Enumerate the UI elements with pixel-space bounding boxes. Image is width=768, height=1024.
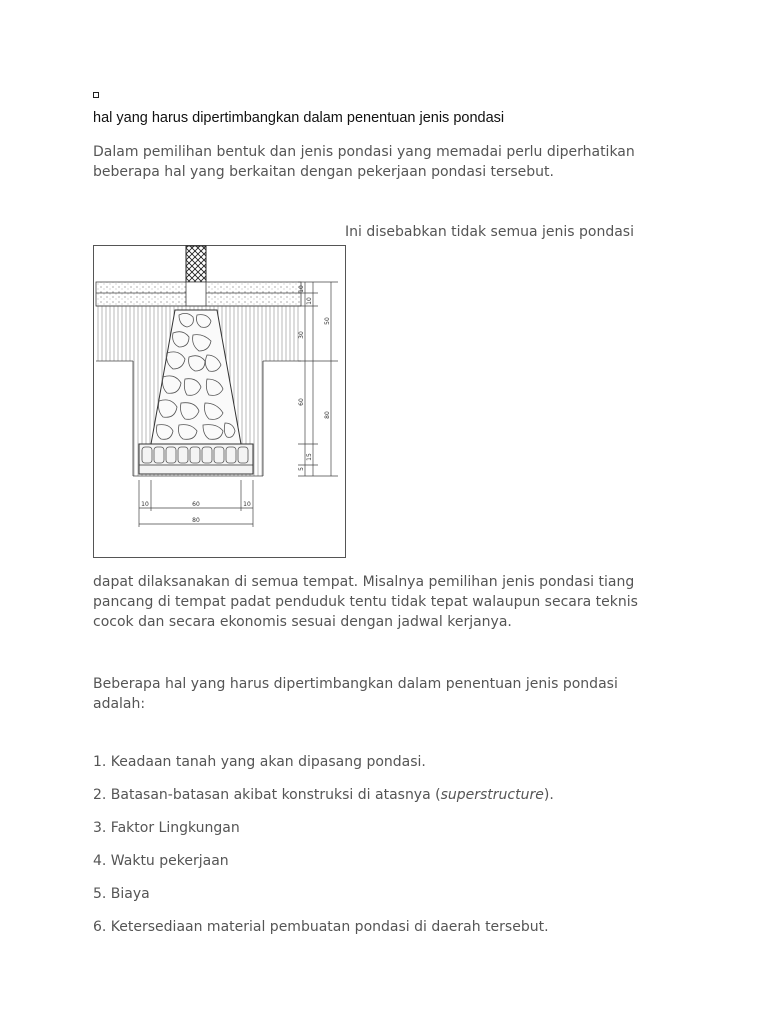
list-item: 1. Keadaan tanah yang akan dipasang pondasi. <box>93 754 426 770</box>
list-intro-paragraph: Beberapa hal yang harus dipertimbangkan dalam penentuan jenis pondasi adalah: <box>93 676 618 712</box>
dim-label: 50 <box>324 317 331 325</box>
dim-label: 80 <box>192 517 200 524</box>
dim-label: 15 <box>306 453 313 461</box>
dim-label: 10 <box>298 285 305 293</box>
list-item: 6. Ketersediaan material pembuatan pondasi di daerah tersebut. <box>93 919 549 935</box>
dim-label: 60 <box>192 501 200 508</box>
dim-label: 5 <box>298 467 305 471</box>
dim-label: 60 <box>298 398 305 406</box>
wall-column <box>186 246 206 282</box>
considerations-list <box>93 752 554 950</box>
list-item: 4. Waktu pekerjaan <box>93 853 229 869</box>
intro-paragraph: Dalam pemilihan bentuk dan jenis pondasi yang memadai perlu diperhatikan beberapa hal yang berkaitan dengan pekerjaan pondasi tersebut. <box>93 144 635 180</box>
foundation-diagram <box>93 245 346 558</box>
list-item: 3. Faktor Lingkungan <box>93 820 240 836</box>
side-text: Ini disebabkan tidak semua jenis pondasi <box>345 224 634 240</box>
dim-label: 10 <box>306 297 313 305</box>
dim-label: 80 <box>324 411 331 419</box>
dim-label: 10 <box>141 501 149 508</box>
dim-label: 10 <box>243 501 251 508</box>
list-item: 5. Biaya <box>93 886 150 902</box>
section-heading: hal yang harus dipertimbangkan dalam penentuan jenis pondasi <box>93 110 505 126</box>
list-item: 2. Batasan-batasan akibat konstruksi di atasnya (superstructure). <box>93 787 554 803</box>
continuation-paragraph: dapat dilaksanakan di semua tempat. Misalnya pemilihan jenis pondasi tiang pancang di tempat padat penduduk tentu tidak tepat walaupun secara teknis cocok dan secara ekonomis sesuai dengan jadwal kerjanya. <box>93 574 638 630</box>
dim-label: 30 <box>298 331 305 339</box>
bullet-icon <box>93 92 99 98</box>
